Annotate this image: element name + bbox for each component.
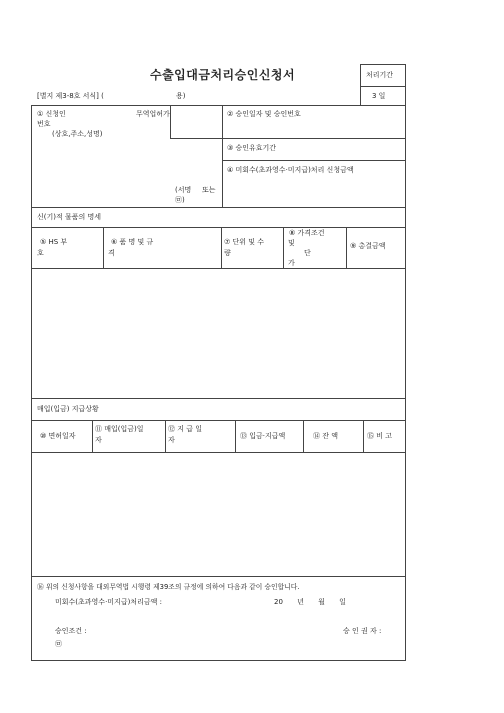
trade-license-label: 무역업허가 [136,110,170,118]
hs-label: ⑤ HS 부 [40,238,68,246]
license-date-label: ⑩ 면허일자 [40,432,76,440]
approver-label: 승 인 권 자 : [343,627,382,635]
processing-value: 3 일 [372,92,386,100]
paid-amount-label: ⑬ 입금·지급액 [240,432,286,440]
total-amount-label: ⑨ 총결금액 [350,242,386,250]
sign-label: (서명 [175,186,192,194]
pay-date-label-2: 자 [168,436,175,444]
hs-label-2: 호 [37,249,44,257]
statement-text: ⑯ 위의 신청사항을 대외무역법 시행령 제39조의 규정에 의하여 다음과 같이 승인합니다. [37,583,300,591]
price-label-2: 및 [288,239,295,247]
date-line: 20 년 월 일 [274,598,346,606]
unit-label: ⑦ 단위 및 수 [224,238,264,246]
validity-label: ③ 승인유효기간 [227,144,277,152]
processing-label: 처리기간 [366,71,394,79]
sign-or: 또는 [202,186,216,194]
applicant-label: ① 신청인 [37,110,66,118]
price-label: ⑧ 가격조건 [289,229,325,237]
item-name-label-2: 격 [108,249,115,257]
approval-condition-label: 승인조건 : [55,627,87,635]
item-name-label: ⑥ 품 명 및 규 [111,238,154,246]
form-reference: [별지 제3-8호 서식] ( [37,92,104,100]
unit-label-2: 량 [224,249,231,257]
buy-date-label: ⑪ 매입(입금)일 [95,425,144,433]
payment-section-label: 매입(입금) 지급상황 [37,405,99,413]
form-frame [31,105,406,661]
balance-label: ⑭ 잔 액 [313,432,338,440]
uncollected-label: ④ 미회수(초과영수·미지급)처리 신청금액 [227,166,354,174]
pay-date-label: ⑫ 지 급 일 [168,425,202,433]
buy-date-label-2: 자 [95,436,102,444]
goods-section-label: 신(기)적 물품의 명세 [37,213,102,221]
document-title: 수출입대금처리승인신청서 [150,68,296,82]
form-reference-end: 용) [176,92,186,100]
sign-seal: ㉤) [175,196,185,204]
approved-amount-label: 미회수(초과영수·미지급)처리금액 : [55,598,162,606]
applicant-sub: (상호,주소,성명) [52,130,103,138]
trade-license-label-2: 번호 [37,120,51,128]
seal-mark: ㉤ [55,640,62,648]
price-label-4: 가 [288,259,295,267]
approval-date-label: ② 승인일자 및 승인번호 [227,110,301,118]
price-label-3: 단 [304,249,311,257]
remark-label: ⑮ 비 고 [367,432,392,440]
